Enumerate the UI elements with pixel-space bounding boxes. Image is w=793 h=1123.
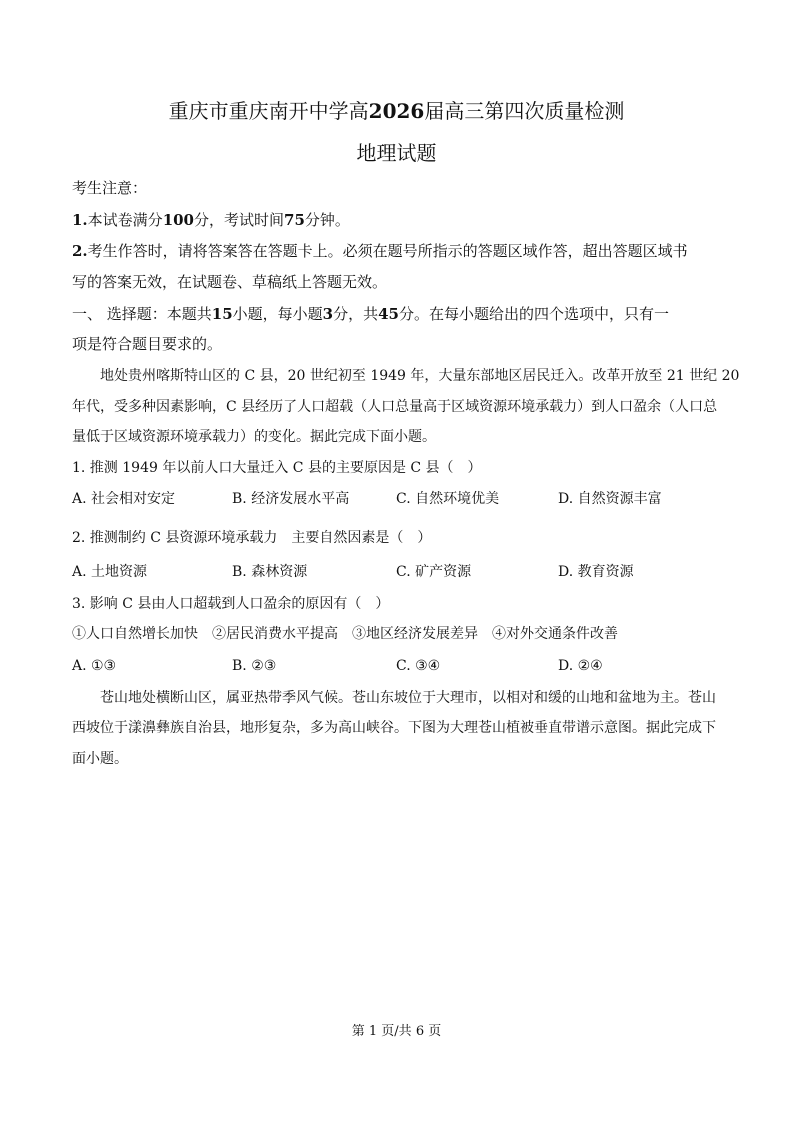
notice-item-1	[72, 210, 350, 230]
passage-1-line-1: 地处贵州喀斯特山区的 C 县，20 世纪初至 1949 年，大量东部地区居民迁入。改革开放至 21 世纪 20	[100, 368, 740, 384]
title-year: 2026	[368, 99, 425, 123]
question-3-option-c[interactable]: C. ③④	[396, 658, 441, 674]
section-1-text-a: 一、 选择题：本题共	[72, 305, 212, 323]
section-1-text-b: 小题，每小题	[232, 305, 323, 323]
notice-item-1-text-a: 本试卷满分	[87, 211, 163, 229]
passage-1-line-3: 量低于区域资源环境承载力）的变化。据此完成下面小题。	[72, 429, 436, 445]
question-3-choices: ①人口自然增长加快 ②居民消费水平提高 ③地区经济发展差异 ④对外交通条件改善	[72, 626, 618, 642]
title-text-pre: 重庆市重庆南开中学高	[168, 99, 369, 123]
section-1-text-d: 分。在每小题给出的四个选项中，只有一	[399, 305, 670, 323]
notice-item-2-line-1: 考生作答时，请将答案答在答题卡上。必须在题号所指示的答题区域作答，超出答题区域书	[87, 242, 688, 260]
question-2-option-b[interactable]: B. 森林资源	[232, 564, 308, 580]
question-2-option-a[interactable]: A. 土地资源	[72, 564, 148, 580]
section-1-count: 15	[211, 305, 233, 323]
question-3-stem: 3. 影响 C 县由人口超载到人口盈余的原因有（ ）	[72, 596, 390, 612]
passage-2-line-2: 西坡位于漾濞彝族自治县，地形复杂，多为高山峡谷。下图为大理苍山植被垂直带谱示意图。据此完成下	[72, 720, 716, 736]
notice-heading: 考生注意：	[72, 179, 148, 197]
question-3-option-a[interactable]: A. ①③	[72, 658, 117, 674]
section-1-heading	[72, 304, 669, 324]
notice-item-2-number: 2.	[72, 242, 88, 260]
exam-title	[0, 98, 793, 124]
question-2-option-d[interactable]: D. 教育资源	[558, 564, 634, 580]
section-1-per-score: 3	[322, 305, 334, 323]
section-1-heading-line-2: 项是符合题目要求的。	[72, 335, 223, 353]
passage-2-line-3: 面小题。	[72, 751, 128, 767]
question-1-option-a[interactable]: A. 社会相对安定	[72, 491, 176, 507]
title-text-post: 届高三第四次质量检测	[424, 99, 625, 123]
section-1-text-c: 分，共	[333, 305, 379, 323]
page-footer: 第 1 页/共 6 页	[351, 1024, 442, 1039]
notice-item-2-line-2: 写的答案无效，在试题卷、草稿纸上答题无效。	[72, 273, 388, 291]
notice-item-1-text-b: 分，考试时间	[194, 211, 285, 229]
passage-1-line-2: 年代，受多种因素影响，C 县经历了人口超载（人口总量高于区域资源环境承载力）到人口盈余（人口总	[72, 399, 718, 415]
exam-subtitle: 地理试题	[356, 141, 437, 165]
notice-item-1-text-c: 分钟。	[304, 211, 350, 229]
notice-time: 75	[284, 211, 305, 229]
notice-score: 100	[162, 211, 194, 229]
question-3-option-b[interactable]: B. ②③	[232, 658, 277, 674]
question-3-option-d[interactable]: D. ②④	[558, 658, 603, 674]
passage-2-line-1: 苍山地处横断山区，属亚热带季风气候。苍山东坡位于大理市，以相对和缓的山地和盆地为主。苍山	[100, 690, 716, 706]
question-1-option-c[interactable]: C. 自然环境优美	[396, 491, 500, 507]
question-1-stem: 1. 推测 1949 年以前人口大量迁入 C 县的主要原因是 C 县（ ）	[72, 460, 482, 476]
notice-item-2	[72, 241, 688, 261]
question-1-option-b[interactable]: B. 经济发展水平高	[232, 491, 350, 507]
question-1-option-d[interactable]: D. 自然资源丰富	[558, 491, 662, 507]
notice-item-1-number: 1.	[72, 211, 88, 229]
question-2-option-c[interactable]: C. 矿产资源	[396, 564, 472, 580]
question-2-stem: 2. 推测制约 C 县资源环境承载力 主要自然因素是（ ）	[72, 530, 432, 546]
section-1-total: 45	[378, 305, 399, 323]
